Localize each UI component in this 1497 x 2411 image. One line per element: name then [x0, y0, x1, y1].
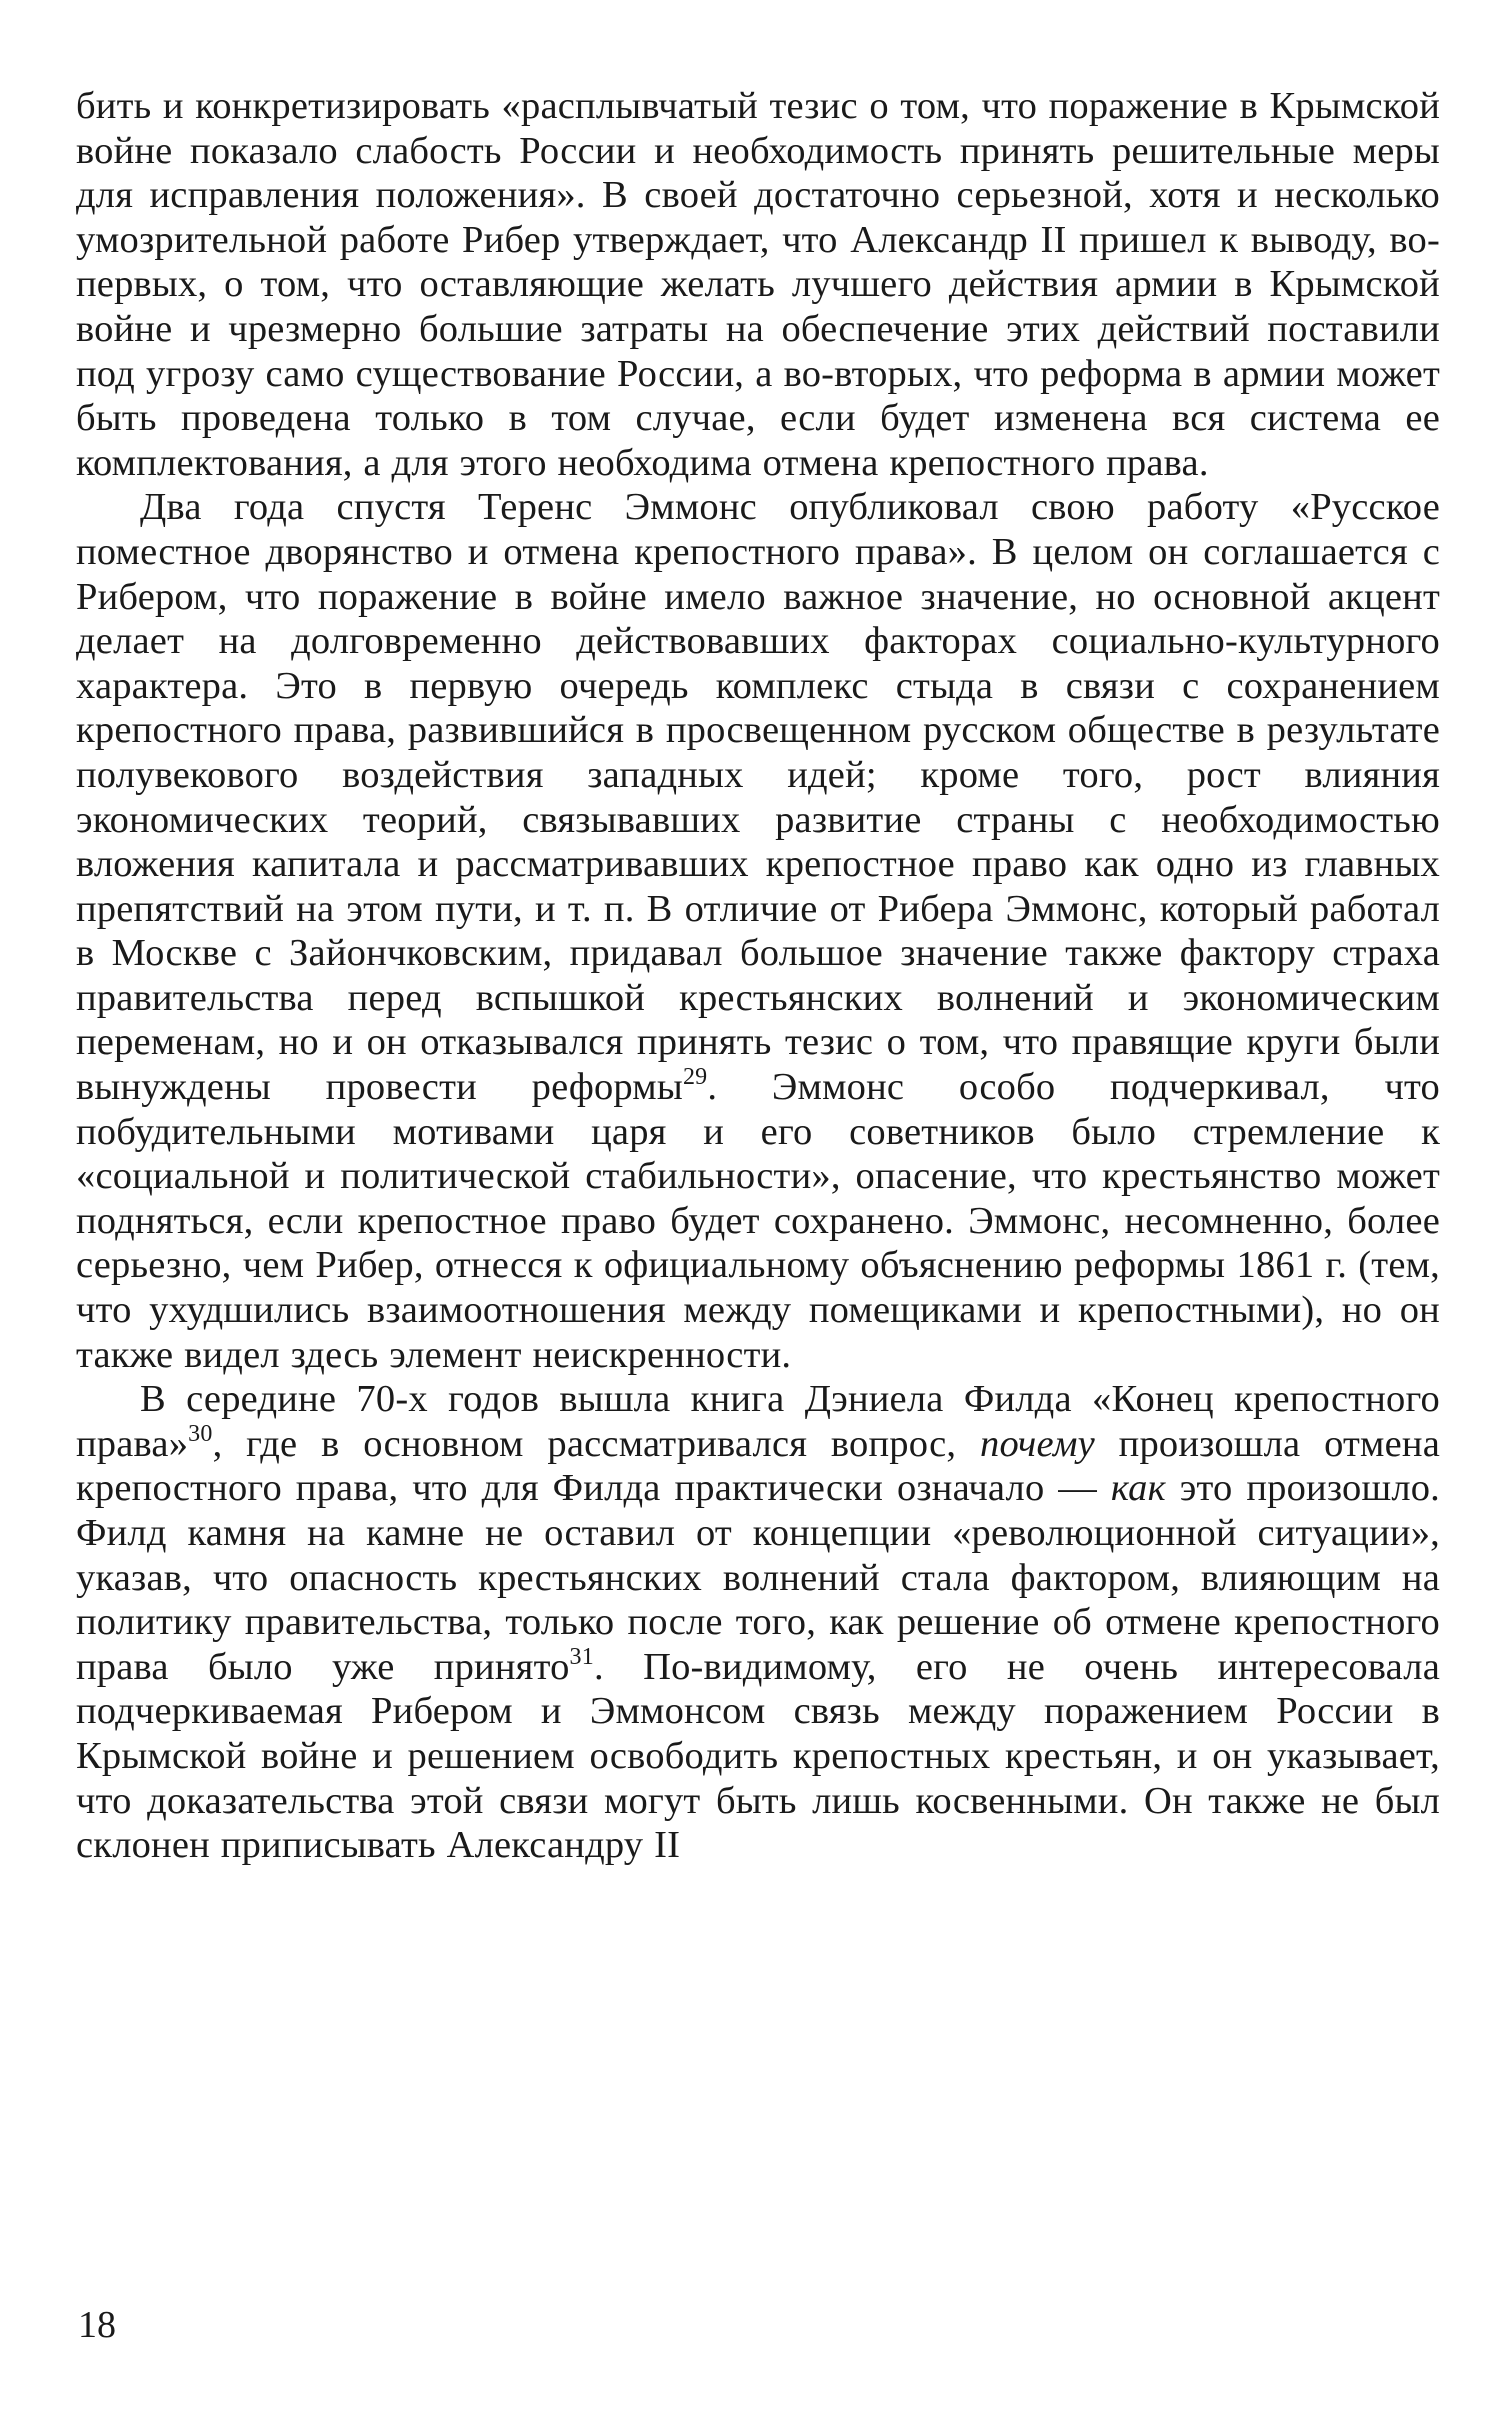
text-run: . Эммонс особо подчеркивал, что побудительными мотивами царя и его советников было стремление к «социальной и политической стабильности», опасение, что крестьянство может подняться, если крепостное право будет сохранено. Эммонс, несомненно, более серьезно, чем Рибер, отнесся к официальному объяснению реформы 1861 г. (тем, что ухудшились взаимоотношения между помещиками и крепостными), но он также видел здесь элемент неискренности.: [76, 1066, 1440, 1376]
emphasized-word: как: [1110, 1467, 1166, 1510]
text-run: бить и конкретизировать «расплывчатый тезис о том, что поражение в Крымской войне показало слабость России и необходимость принять решительные меры для исправления положения». В своей достаточно серьезной, хотя и несколько умозрительной работе Рибер утверждает, что Александр II пришел к выводу, во-первых, о том, что оставляющие желать лучшего действия армии в Крымской войне и чрезмерно большие затраты на обеспечение этих действий поставили под угрозу само существование России, а во-вторых, что реформа в армии может быть проведена только в том случае, если будет изменена вся система ее комплектования, а для этого необходима отмена крепостного права.: [76, 85, 1440, 484]
footnote-ref: 31: [569, 1643, 594, 1670]
text-run: Два года спустя Теренс Эммонс опубликовал свою работу «Русское поместное дворянство и отмена крепостного права». В целом он соглашается с Рибером, что поражение в войне имело важное значение, но основной акцент делает на долговременно действовавших факторах социально-культурного характера. Это в первую очередь комплекс стыда в связи с сохранением крепостного права, развившийся в просвещенном русском обществе в результате полувекового воздействия западных идей; кроме того, рост влияния экономических теорий, связывавших развитие страны с необходимостью вложения капитала и рассматривавших крепостное право как одно из главных препятствий на этом пути, и т. п. В отличие от Рибера Эммонс, который работал в Москве с Зайончковским, придавал большое значение также фактору страха правительства перед вспышкой крестьянских волнений и экономическим переменам, но и он отказывался принять тезис о том, что правящие круги были вынуждены провести реформы: [76, 486, 1440, 1109]
text-run: , где в основном рассматривался вопрос,: [212, 1422, 981, 1465]
emphasized-word: почему: [980, 1422, 1095, 1465]
footnote-ref: 30: [188, 1420, 213, 1447]
text-run: это произошло. Филд камня на камне не оставил от концепции «революционной ситуации», указав, что опасность крестьянских волнений стала фактором, влияющим на политику правительства, только после того, как решение об отмене крепостного права было уже принято: [76, 1467, 1441, 1688]
text-run: . По-видимому, его не очень интересовала подчеркиваемая Рибером и Эммонсом связь между поражением России в Крымской войне и решением освободить крепостных крестьян, и он указывает, что доказательства этой связи могут быть лишь косвенными. Он также не был склонен приписывать Александру II: [76, 1645, 1441, 1867]
page-body: [76, 84, 1440, 1868]
paragraph-3: [76, 1377, 1440, 1868]
text-run: В середине 70-х годов вышла книга Дэниела Филда «Конец крепостного права»: [76, 1378, 1440, 1465]
text-run: произошла отмена крепостного права, что для Филда практически означало —: [76, 1422, 1440, 1510]
footnote-ref: 29: [682, 1064, 708, 1091]
paragraph-2: [76, 485, 1440, 1377]
page-number: 18: [78, 2304, 116, 2346]
paragraph-1: [76, 84, 1440, 485]
